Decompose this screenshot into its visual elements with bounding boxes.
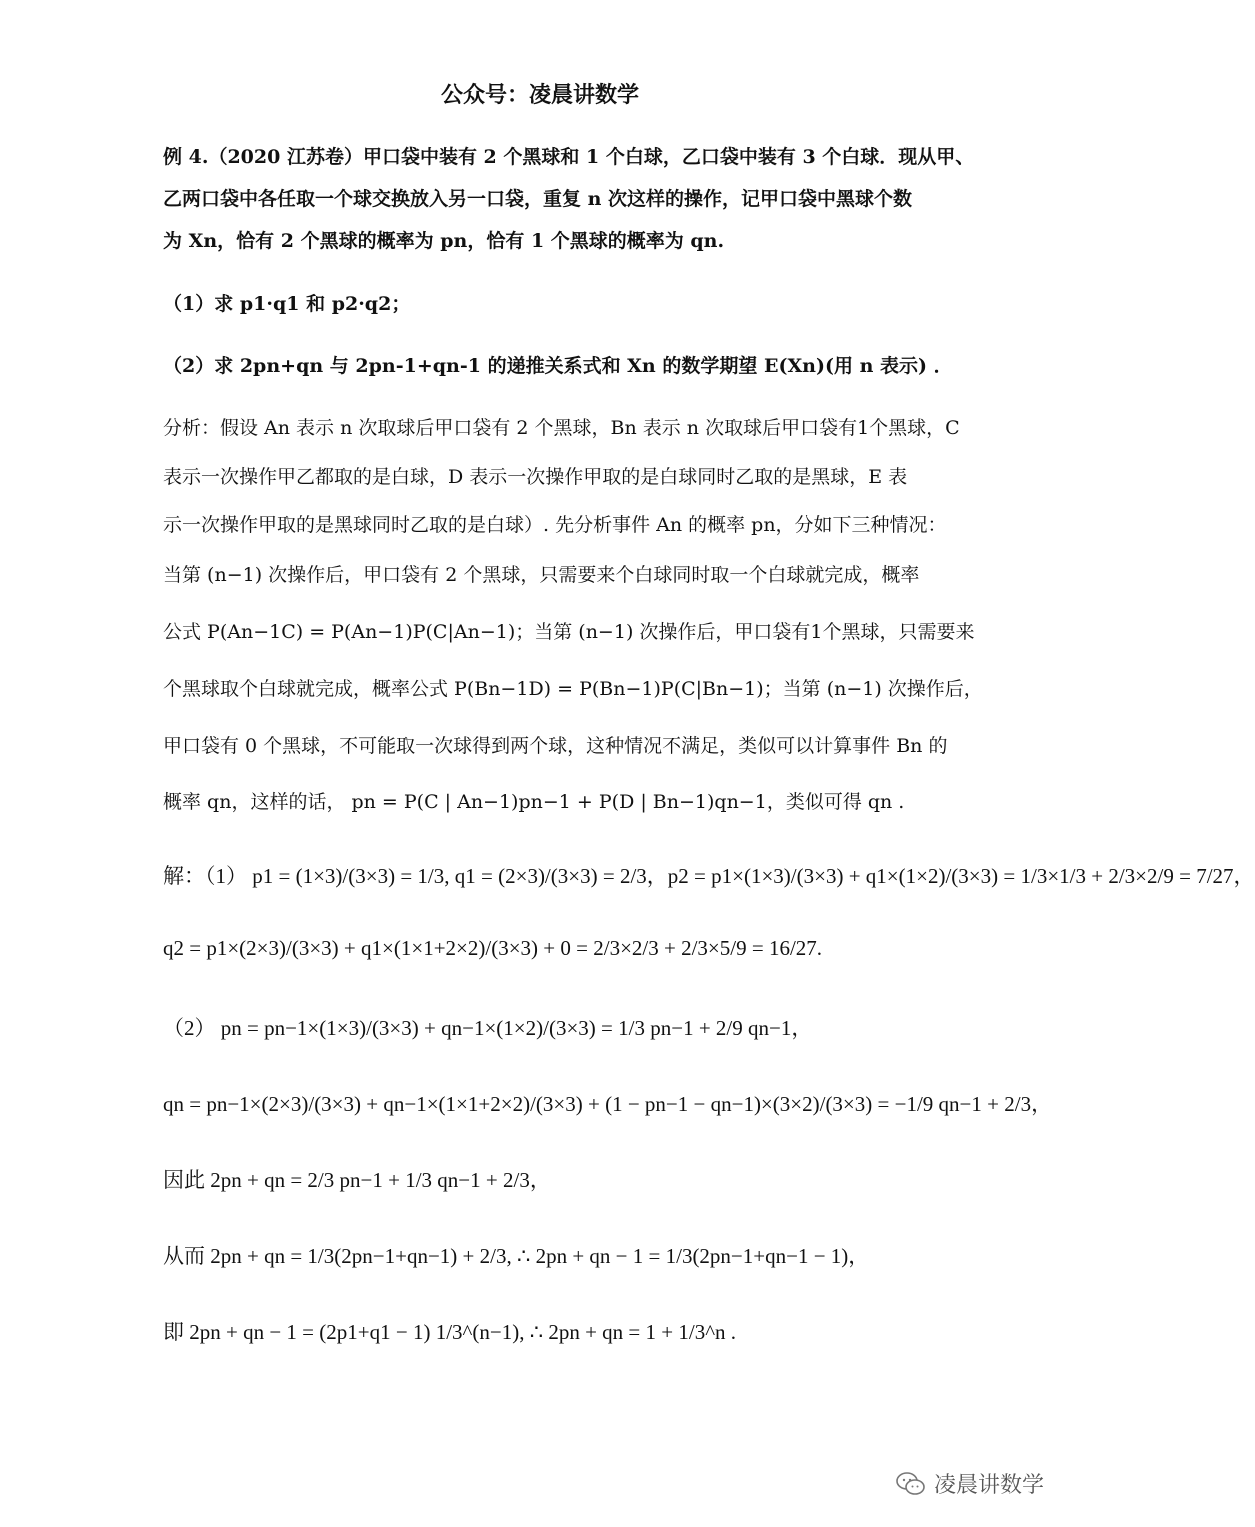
analysis-line-5: 公式 P(An−1C) = P(An−1)P(C|An−1)；当第 (n−1) 次操作后，甲口袋有1个黑球，只需要来 bbox=[163, 621, 975, 643]
analysis-line-1: 分析：假设 An 表示 n 次取球后甲口袋有 2 个黑球，Bn 表示 n 次取球后甲口袋有1个黑球，C bbox=[163, 417, 960, 439]
problem-line-1: 例 4.（2020 江苏卷）甲口袋中装有 2 个黑球和 1 个白球，乙口袋中装有 3 个白球．现从甲、 bbox=[163, 146, 975, 168]
problem-line-2: 乙两口袋中各任取一个球交换放入另一口袋，重复 n 次这样的操作，记甲口袋中黑球个数 bbox=[163, 188, 913, 210]
wechat-icon bbox=[896, 1471, 926, 1497]
analysis-line-8: 概率 qn，这样的话， pn = P(C | An−1)pn−1 + P(D | Bn−1)qn−1，类似可得 qn . bbox=[163, 791, 905, 813]
page-header: 公众号：凌晨讲数学 bbox=[440, 83, 639, 108]
watermark-text: 凌晨讲数学 bbox=[933, 1473, 1044, 1498]
analysis-line-6: 个黑球取个白球就完成，概率公式 P(Bn−1D) = P(Bn−1)P(C|Bn−1)；当第 (n−1) 次操作后， bbox=[163, 678, 983, 700]
analysis-line-3: 示一次操作甲取的是黑球同时乙取的是白球）. 先分析事件 An 的概率 pn，分如下三种情况： bbox=[163, 514, 947, 536]
solution-part1-line1: 解：（1） p1 = (1×3)/(3×3) = 1/3, q1 = (2×3)/(3×3) = 2/3，p2 = p1×(1×3)/(3×3) + q1×(1×2)/(3×3) = 1/3×1/3 + 2/3×2/9 = 7/27， bbox=[163, 864, 1255, 888]
solution-part2-line2: qn = pn−1×(2×3)/(3×3) + qn−1×(1×1+2×2)/(3×3) + (1 − pn−1 − qn−1)×(3×2)/(3×3) = −1/9 qn−1 + 2/3， bbox=[163, 1092, 1053, 1116]
analysis-line-2: 表示一次操作甲乙都取的是白球，D 表示一次操作甲取的是白球同时乙取的是黑球，E 表 bbox=[163, 466, 908, 488]
analysis-line-4: 当第 (n−1) 次操作后，甲口袋有 2 个黑球，只需要来个白球同时取一个白球就完成，概率 bbox=[163, 564, 920, 586]
solution-part2-line5: 即 2pn + qn − 1 = (2p1+q1 − 1) 1/3^(n−1), ∴ 2pn + qn = 1 + 1/3^n . bbox=[163, 1320, 737, 1344]
solution-part2-line1: （2） pn = pn−1×(1×3)/(3×3) + qn−1×(1×2)/(3×3) = 1/3 pn−1 + 2/9 qn−1， bbox=[163, 1016, 813, 1040]
solution-part2-line3: 因此 2pn + qn = 2/3 pn−1 + 1/3 qn−1 + 2/3， bbox=[163, 1168, 551, 1192]
question-1: （1）求 p1·q1 和 p2·q2； bbox=[163, 293, 411, 315]
analysis-line-7: 甲口袋有 0 个黑球，不可能取一次球得到两个球，这种情况不满足，类似可以计算事件 Bn 的 bbox=[163, 735, 948, 757]
question-2: （2）求 2pn+qn 与 2pn-1+qn-1 的递推关系式和 Xn 的数学期望 E(Xn)(用 n 表示) ． bbox=[163, 355, 953, 377]
watermark bbox=[896, 1468, 1044, 1499]
solution-part2-line4: 从而 2pn + qn = 1/3(2pn−1+qn−1) + 2/3, ∴ 2pn + qn − 1 = 1/3(2pn−1+qn−1 − 1)， bbox=[163, 1244, 870, 1268]
solution-part1-line2: q2 = p1×(2×3)/(3×3) + q1×(1×1+2×2)/(3×3) + 0 = 2/3×2/3 + 2/3×5/9 = 16/27. bbox=[163, 936, 823, 960]
problem-line-3: 为 Xn，恰有 2 个黑球的概率为 pn，恰有 1 个黑球的概率为 qn. bbox=[163, 230, 725, 252]
